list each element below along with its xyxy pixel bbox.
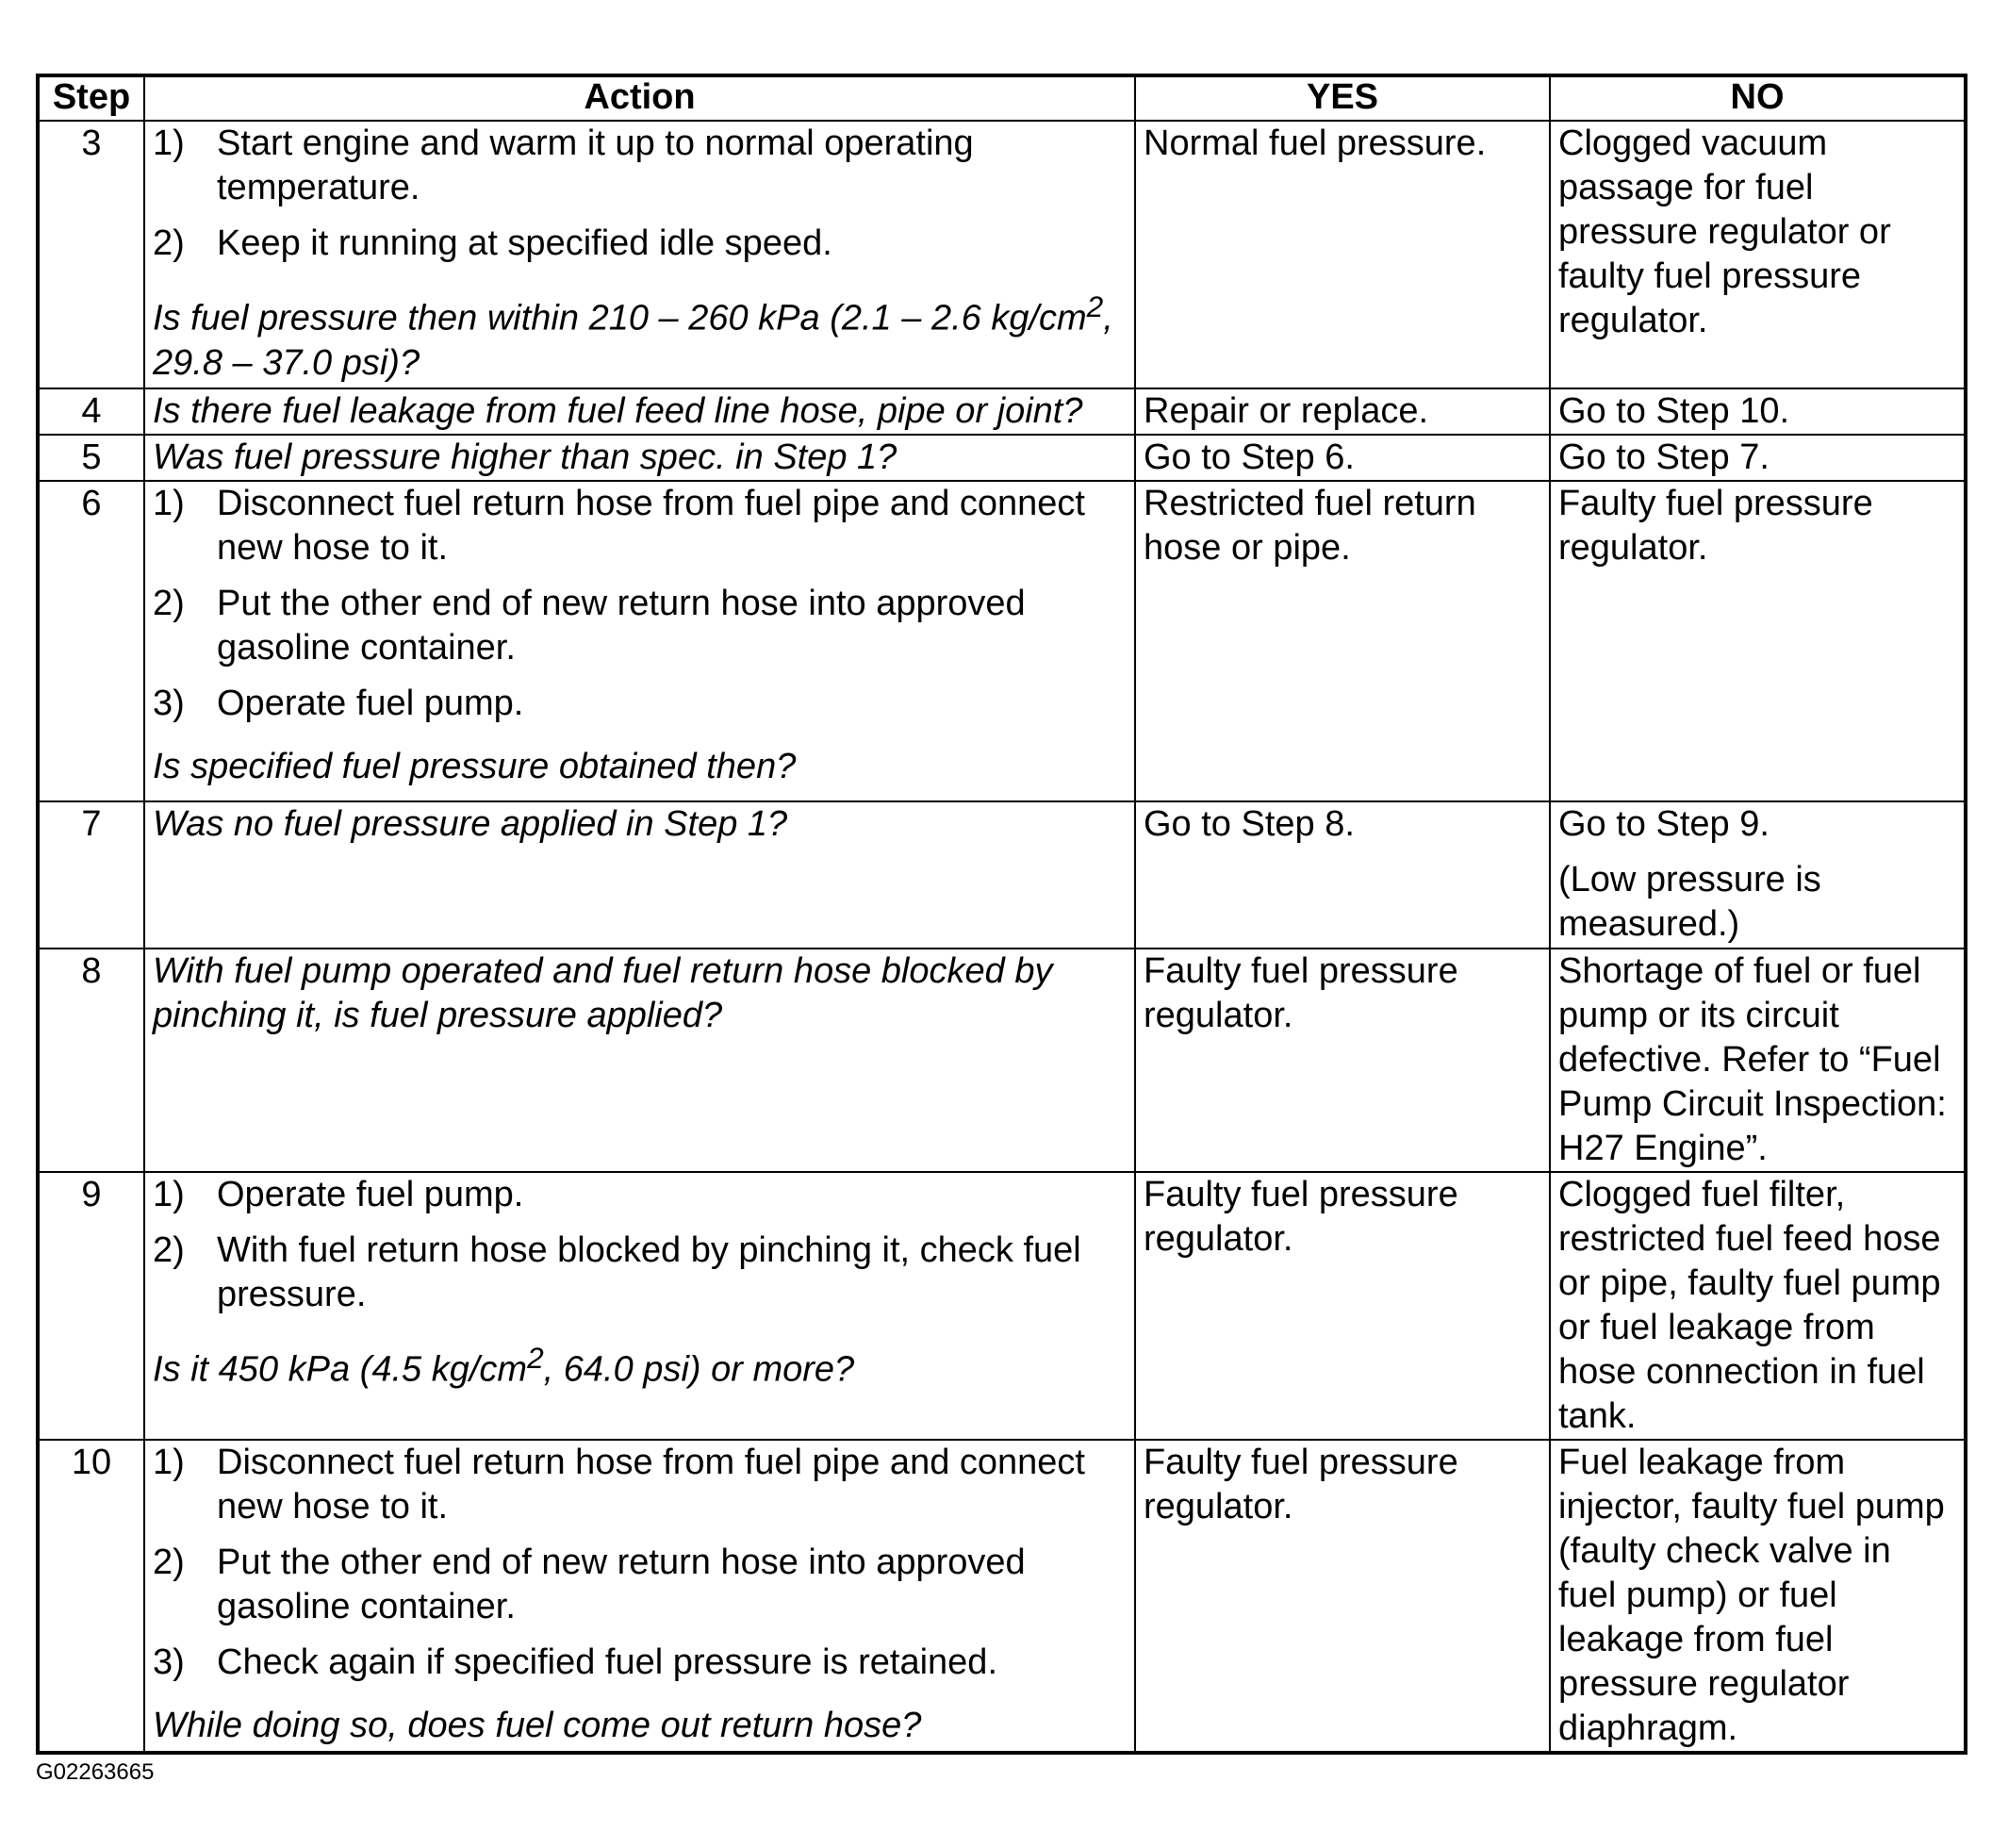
figure-id: G02263665 bbox=[36, 1759, 155, 1785]
step-number: 3 bbox=[38, 121, 144, 388]
no-cell: Shortage of fuel or fuel pump or its circuit defective. Refer to “Fuel Pump Circuit Inspection: H27 Engine”. bbox=[1550, 949, 1966, 1172]
no-cell: Fuel leakage from injector, faulty fuel pump (faulty check valve in fuel pump) or fuel leakage from fuel pressure regulator diaphragm. bbox=[1550, 1440, 1966, 1753]
no-cell-line: (Low pressure is measured.) bbox=[1558, 860, 1821, 944]
action-item bbox=[153, 122, 1128, 210]
header-yes: YES bbox=[1135, 75, 1550, 121]
no-cell: Go to Step 10. bbox=[1550, 388, 1966, 435]
action-question: Was fuel pressure higher than spec. in Step 1? bbox=[144, 435, 1135, 481]
question-text-part: , 29.8 – 37.0 psi)? bbox=[153, 298, 1113, 383]
no-cell-line: Go to Step 9. bbox=[1558, 804, 1770, 844]
action-question bbox=[153, 285, 1128, 386]
table-row bbox=[38, 388, 1966, 435]
question-text-part: , 64.0 psi) or more? bbox=[543, 1349, 855, 1390]
action-list bbox=[153, 122, 1128, 266]
action-question: Was no fuel pressure applied in Step 1? bbox=[144, 801, 1135, 949]
no-cell: Faulty fuel pressure regulator. bbox=[1550, 481, 1966, 801]
step-number: 9 bbox=[38, 1172, 144, 1440]
action-item bbox=[153, 582, 1128, 670]
yes-cell: Normal fuel pressure. bbox=[1135, 121, 1550, 388]
yes-cell: Go to Step 8. bbox=[1135, 801, 1550, 949]
action-list bbox=[153, 1441, 1128, 1685]
question-text-part: Is it 450 kPa (4.5 kg/cm bbox=[153, 1349, 528, 1390]
action-item-text: Disconnect fuel return hose from fuel pipe and connect new hose to it. bbox=[217, 484, 1085, 568]
step-number: 6 bbox=[38, 481, 144, 801]
action-item-number: 2) bbox=[153, 584, 185, 623]
action-list bbox=[153, 482, 1128, 726]
table-row bbox=[38, 801, 1966, 949]
action-item bbox=[153, 1441, 1128, 1529]
question-superscript: 2 bbox=[527, 1341, 544, 1375]
action-item-number: 2) bbox=[153, 223, 185, 263]
action-item-number: 1) bbox=[153, 1175, 185, 1214]
action-question: While doing so, does fuel come out return hose? bbox=[153, 1706, 922, 1745]
action-cell bbox=[144, 1440, 1135, 1753]
table-row bbox=[38, 121, 1966, 388]
yes-cell: Restricted fuel return hose or pipe. bbox=[1135, 481, 1550, 801]
action-item-number: 1) bbox=[153, 124, 185, 163]
diagnostic-table bbox=[36, 74, 1967, 1755]
action-item bbox=[153, 482, 1128, 570]
yes-cell: Faulty fuel pressure regulator. bbox=[1135, 949, 1550, 1172]
question-text-part: Is fuel pressure then within 210 – 260 kPa (2.1 – 2.6 kg/cm bbox=[153, 298, 1087, 338]
action-item bbox=[153, 1641, 1128, 1685]
table-row bbox=[38, 949, 1966, 1172]
header-step: Step bbox=[38, 75, 144, 121]
action-item-text: Disconnect fuel return hose from fuel pipe and connect new hose to it. bbox=[217, 1443, 1085, 1526]
yes-cell: Go to Step 6. bbox=[1135, 435, 1550, 481]
step-number: 5 bbox=[38, 435, 144, 481]
action-item-text: Check again if specified fuel pressure is retained. bbox=[217, 1642, 998, 1682]
table-row bbox=[38, 481, 1966, 801]
no-cell bbox=[1550, 801, 1966, 949]
step-number: 4 bbox=[38, 388, 144, 435]
action-item-text: Keep it running at specified idle speed. bbox=[217, 223, 832, 263]
action-item bbox=[153, 1173, 1128, 1217]
action-item-text: Operate fuel pump. bbox=[217, 684, 524, 723]
action-item-text: With fuel return hose blocked by pinching it, check fuel pressure. bbox=[217, 1230, 1081, 1314]
table-row bbox=[38, 1172, 1966, 1440]
table-row bbox=[38, 1440, 1966, 1753]
action-question: Is there fuel leakage from fuel feed line hose, pipe or joint? bbox=[144, 388, 1135, 435]
action-item bbox=[153, 1229, 1128, 1317]
action-item-text: Put the other end of new return hose into approved gasoline container. bbox=[217, 584, 1026, 668]
action-question bbox=[153, 1336, 1128, 1393]
action-question: With fuel pump operated and fuel return hose blocked by pinching it, is fuel pressure applied? bbox=[144, 949, 1135, 1172]
yes-cell: Faulty fuel pressure regulator. bbox=[1135, 1172, 1550, 1440]
no-cell: Clogged vacuum passage for fuel pressure regulator or faulty fuel pressure regulator. bbox=[1550, 121, 1966, 388]
yes-cell: Repair or replace. bbox=[1135, 388, 1550, 435]
step-number: 7 bbox=[38, 801, 144, 949]
header-no: NO bbox=[1550, 75, 1966, 121]
no-cell: Clogged fuel filter, restricted fuel feed hose or pipe, faulty fuel pump or fuel leakage from hose connection in fuel tank. bbox=[1550, 1172, 1966, 1440]
action-item-number: 2) bbox=[153, 1543, 185, 1582]
question-superscript: 2 bbox=[1086, 289, 1104, 323]
action-cell bbox=[144, 481, 1135, 801]
step-number: 10 bbox=[38, 1440, 144, 1753]
action-item-number: 2) bbox=[153, 1230, 185, 1270]
action-cell bbox=[144, 121, 1135, 388]
action-item-number: 1) bbox=[153, 484, 185, 523]
action-item-text: Put the other end of new return hose into approved gasoline container. bbox=[217, 1543, 1026, 1626]
table-header-row bbox=[38, 75, 1966, 121]
yes-cell: Faulty fuel pressure regulator. bbox=[1135, 1440, 1550, 1753]
header-action: Action bbox=[144, 75, 1135, 121]
action-item-number: 3) bbox=[153, 684, 185, 723]
action-item-text: Start engine and warm it up to normal operating temperature. bbox=[217, 124, 974, 207]
action-question: Is specified fuel pressure obtained then? bbox=[153, 747, 797, 786]
action-item bbox=[153, 1541, 1128, 1629]
action-list bbox=[153, 1173, 1128, 1317]
action-item bbox=[153, 682, 1128, 726]
action-item-number: 3) bbox=[153, 1642, 185, 1682]
table-row bbox=[38, 435, 1966, 481]
action-cell bbox=[144, 1172, 1135, 1440]
action-item-text: Operate fuel pump. bbox=[217, 1175, 524, 1214]
step-number: 8 bbox=[38, 949, 144, 1172]
no-cell: Go to Step 7. bbox=[1550, 435, 1966, 481]
action-item-number: 1) bbox=[153, 1443, 185, 1482]
action-item bbox=[153, 222, 1128, 266]
